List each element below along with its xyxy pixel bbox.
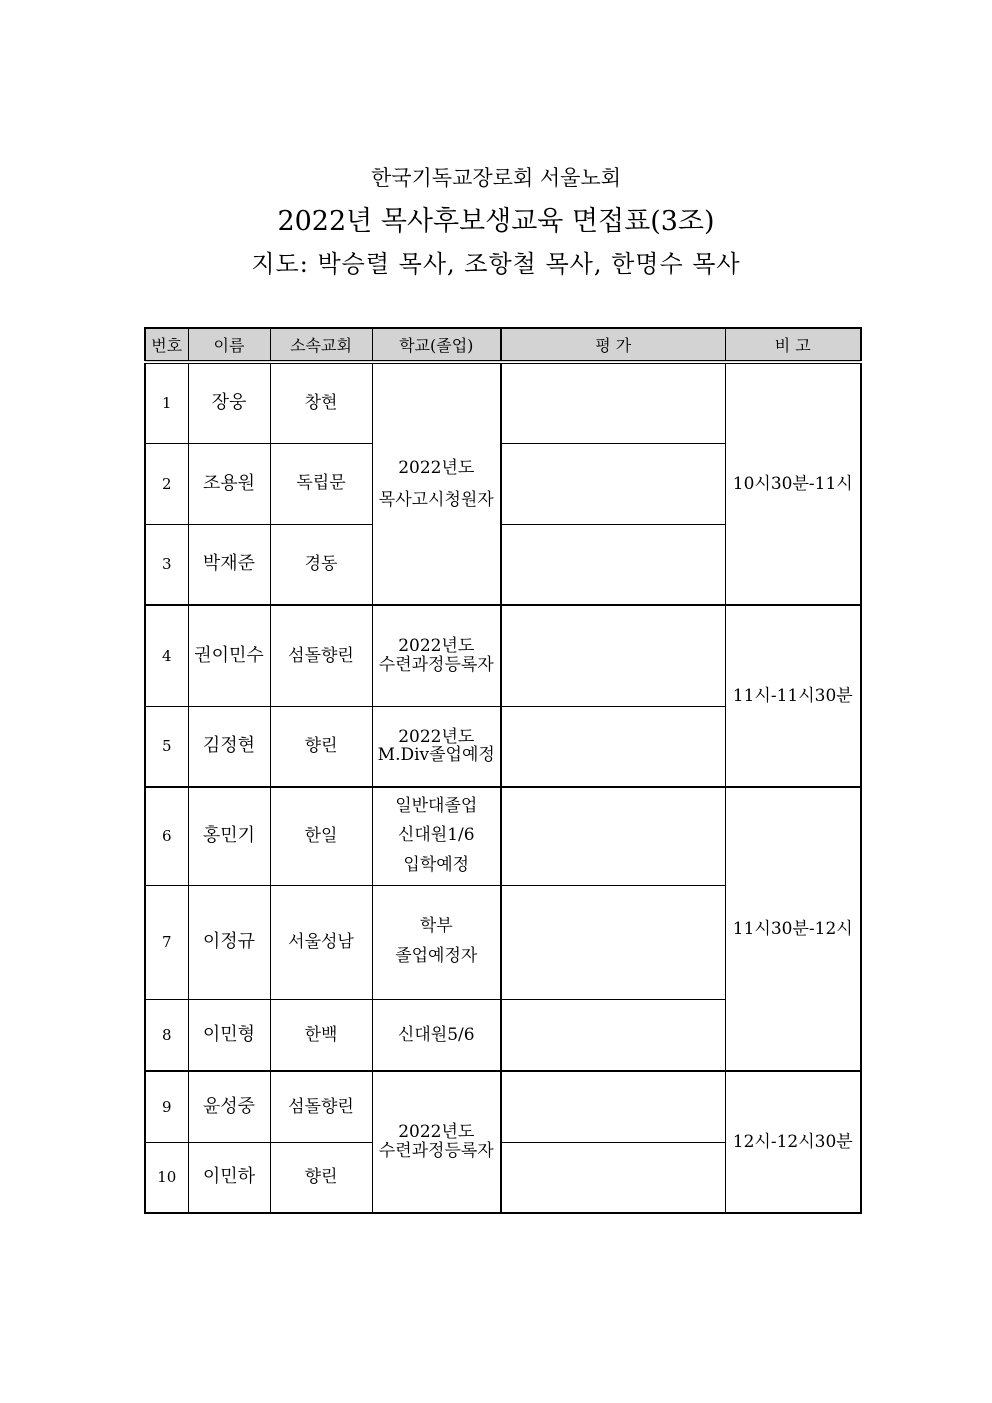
school-line: 2022년도	[398, 636, 475, 657]
church-name: 한일	[270, 787, 372, 885]
candidate-name: 조용원	[188, 443, 270, 524]
candidate-name: 이민하	[188, 1142, 270, 1213]
church-name: 향린	[270, 706, 372, 787]
school-cell	[372, 706, 501, 787]
col-header-church: 소속교회	[270, 328, 372, 362]
row-number: 7	[145, 885, 188, 999]
school-cell	[372, 362, 501, 605]
school-line: 수련과정등록자	[378, 654, 494, 675]
col-header-num: 번호	[145, 328, 188, 362]
candidate-name: 김정현	[188, 706, 270, 787]
table-row	[145, 787, 861, 885]
evaluation-cell[interactable]	[501, 443, 725, 524]
row-number: 8	[145, 999, 188, 1071]
candidate-name: 홍민기	[188, 787, 270, 885]
school-cell	[372, 605, 501, 706]
time-slot: 11시-11시30분	[725, 605, 861, 787]
school-line: M.Div졸업예정	[377, 745, 495, 766]
col-header-eval: 평 가	[501, 328, 725, 362]
church-name: 서울성남	[270, 885, 372, 999]
school-line: 2022년도	[398, 457, 475, 478]
time-slot: 12시-12시30분	[725, 1071, 861, 1213]
school-line: 목사고시청원자	[378, 490, 494, 510]
evaluation-cell[interactable]	[501, 885, 725, 999]
row-number: 5	[145, 706, 188, 787]
time-slot: 10시30분-11시	[725, 362, 861, 605]
col-header-school: 학교(졸업)	[372, 328, 501, 362]
col-header-name: 이름	[188, 328, 270, 362]
row-number: 10	[145, 1142, 188, 1213]
school-line: 2022년도	[398, 726, 475, 747]
evaluation-cell[interactable]	[501, 362, 725, 443]
school-line: 신대원5/6	[397, 1024, 475, 1045]
evaluation-cell[interactable]	[501, 1142, 725, 1213]
table-row	[145, 362, 861, 443]
school-line: 신대원1/6	[397, 825, 475, 846]
row-number: 3	[145, 524, 188, 605]
row-number: 1	[145, 362, 188, 443]
time-slot: 11시30분-12시	[725, 787, 861, 1071]
row-number: 2	[145, 443, 188, 524]
school-line: 졸업예정자	[395, 946, 478, 966]
candidate-name: 장웅	[188, 362, 270, 443]
col-header-note: 비 고	[725, 328, 861, 362]
document-title: 2022년 목사후보생교육 면접표(3조)	[277, 206, 715, 237]
candidate-name: 이정규	[188, 885, 270, 999]
row-number: 9	[145, 1071, 188, 1142]
candidate-name: 윤성중	[188, 1071, 270, 1142]
church-name: 섬돌향린	[270, 605, 372, 706]
church-name: 섬돌향린	[270, 1071, 372, 1142]
school-line: 학부	[419, 916, 453, 937]
evaluation-cell[interactable]	[501, 999, 725, 1071]
school-cell	[372, 1071, 501, 1213]
candidate-name: 이민형	[188, 999, 270, 1071]
school-line: 수련과정등록자	[378, 1141, 494, 1161]
organization-name: 한국기독교장로회 서울노회	[370, 166, 622, 190]
evaluation-cell[interactable]	[501, 706, 725, 787]
school-cell	[372, 999, 501, 1071]
school-cell	[372, 787, 501, 885]
evaluation-cell[interactable]	[501, 605, 725, 706]
candidate-name: 권이민수	[188, 605, 270, 706]
church-name: 경동	[270, 524, 372, 605]
table-row	[145, 1071, 861, 1142]
evaluation-cell[interactable]	[501, 1071, 725, 1142]
candidate-name: 박재준	[188, 524, 270, 605]
row-number: 4	[145, 605, 188, 706]
church-name: 독립문	[270, 443, 372, 524]
evaluation-cell[interactable]	[501, 524, 725, 605]
document-subtitle: 지도: 박승렬 목사, 조항철 목사, 한명수 목사	[251, 250, 741, 278]
evaluation-cell[interactable]	[501, 787, 725, 885]
church-name: 한백	[270, 999, 372, 1071]
church-name: 창현	[270, 362, 372, 443]
school-cell	[372, 885, 501, 999]
school-line: 일반대졸업	[395, 795, 478, 816]
table-row	[145, 605, 861, 706]
school-line: 입학예정	[403, 855, 470, 876]
school-line: 2022년도	[398, 1122, 475, 1143]
interview-table	[144, 327, 862, 1214]
church-name: 향린	[270, 1142, 372, 1213]
row-number: 6	[145, 787, 188, 885]
table-header-row	[145, 328, 861, 362]
